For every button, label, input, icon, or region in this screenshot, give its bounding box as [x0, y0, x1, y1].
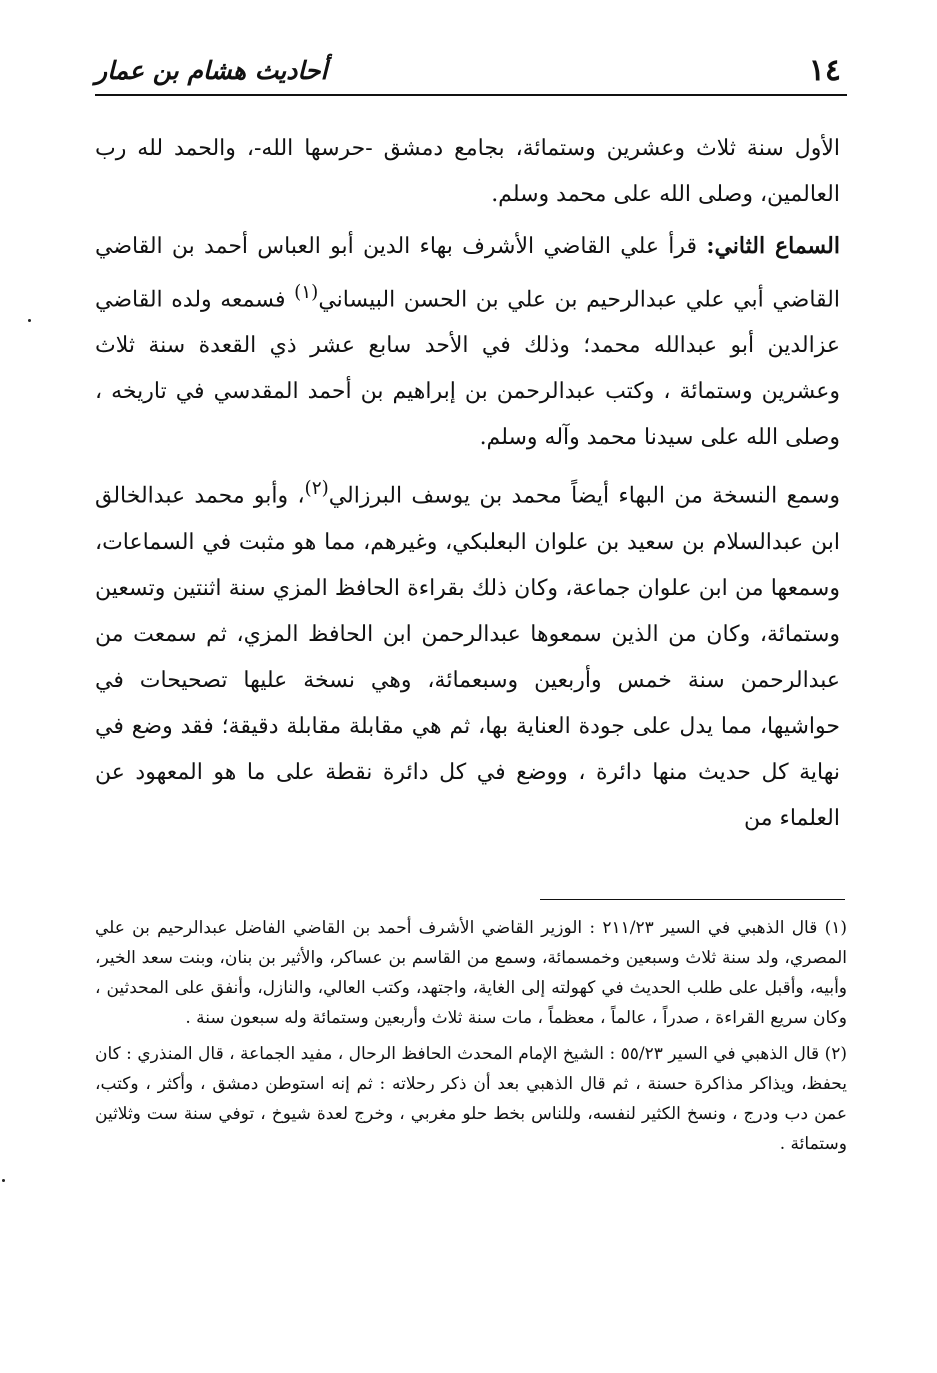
footnote-ref-1: (١): [294, 282, 319, 303]
paragraph-3-text: وسمع النسخة من البهاء أيضاً محمد بن يوسف البرزالي: [328, 483, 841, 509]
paragraph-1: الأول سنة ثلاث وعشرين وستمائة، بجامع دمشق -حرسها الله-، والحمد لله رب العالمين، وصلى الله على محمد وسلم.: [95, 136, 840, 207]
footnotes: [95, 913, 847, 1159]
paragraph-3: [95, 466, 840, 841]
second-hearing-label: السماع الثاني:: [706, 233, 840, 259]
paragraph-2-text: قرأ علي القاضي الأشرف بهاء الدين أبو العباس أحمد بن القاضي القاضي أبي علي عبدالرحيم بن علي بن الحسن البيساني: [95, 234, 840, 313]
footnote-2: (٢) قال الذهبي في السير ٥٥/٢٣ : الشيخ الإمام المحدث الحافظ الرحال ، مفيد الجماعة ، قال المنذري : كان يحفظ، ويذاكر مذاكرة حسنة ، ثم قال الذهبي بعد أن ذكر رحلاته : ثم إنه استوطن دمشق ، وأكثر ، وكتب، عمن دب ودرج ، ونسخ الكثير لنفسه، وللناس بخط حلو مغربي ، وخرج لعدة شيوخ ، توفي سنة ست وثلاثين وستمائة .: [95, 1044, 847, 1154]
paragraph-2: [95, 223, 840, 461]
footnote-separator: [540, 899, 845, 900]
footnote-1: (١) قال الذهبي في السير ٢١١/٢٣ : الوزير القاضي الأشرف أحمد بن القاضي الفاضل عبدالرحيم بن علي المصري، ولد سنة ثلاث وسبعين وخمسمائة، وسمع من القاسم بن عساكر، والأثير بن بنان، وبنت سعد الخير، وأبيه، وأقبل على طلب الحديث في كهولته إلى الغاية، واجتهد، وكتب العالي، والنازل، وأنفق على المحدثين ، وكان سريع القراءة ، صدراً ، عالماً ، معظماً ، مات سنة ثلاث وأربعين وستمائة وله سبعون سنة .: [95, 918, 848, 1028]
header-rule: [95, 94, 847, 96]
page-number: ١٤: [808, 53, 841, 88]
footnote-ref-2: (٢): [304, 478, 329, 500]
paragraph-3-rest: ، وأبو محمد عبدالخالق ابن عبدالسلام بن سعيد بن علوان البعلبكي، وغيرهم، مما هو مثبت في السماعات، وسمعها من ابن علوان جماعة، وكان ذلك بقراءة الحافظ المزي سنة اثنتين وتسعين وستمائة، وكان من الذين سمعوها عبدالرحمن ابن الحافظ المزي، ثم سمعت من عبدالرحمن سنة خمس وأربعين وسبعمائة، وهي نسخة عليها تصحيحات في حواشيها، مما يدل على جودة العناية بها، ثم هي مقابلة مقابلة دقيقة؛ فقد وضع في نهاية كل حديث منها دائرة ، ووضع في كل دائرة نقطة على ما هو المعهود عن العلماء من: [95, 483, 840, 831]
paragraph-2-rest: فسمعه ولده القاضي عزالدين أبو عبدالله محمد؛ وذلك في الأحد سابع عشر ذي القعدة سنة ثلاث وعشرين وستمائة ، وكتب عبدالرحمن بن إبراهيم بن أحمد المقدسي في تاريخه ، وصلى الله على سيدنا محمد وآله وسلم.: [95, 287, 840, 451]
scan-speck: [28, 319, 31, 322]
scan-speck: [2, 1179, 5, 1182]
main-text: [95, 126, 840, 842]
book-title: أحاديث هشام بن عمار: [95, 56, 328, 85]
page-header: [95, 48, 847, 94]
